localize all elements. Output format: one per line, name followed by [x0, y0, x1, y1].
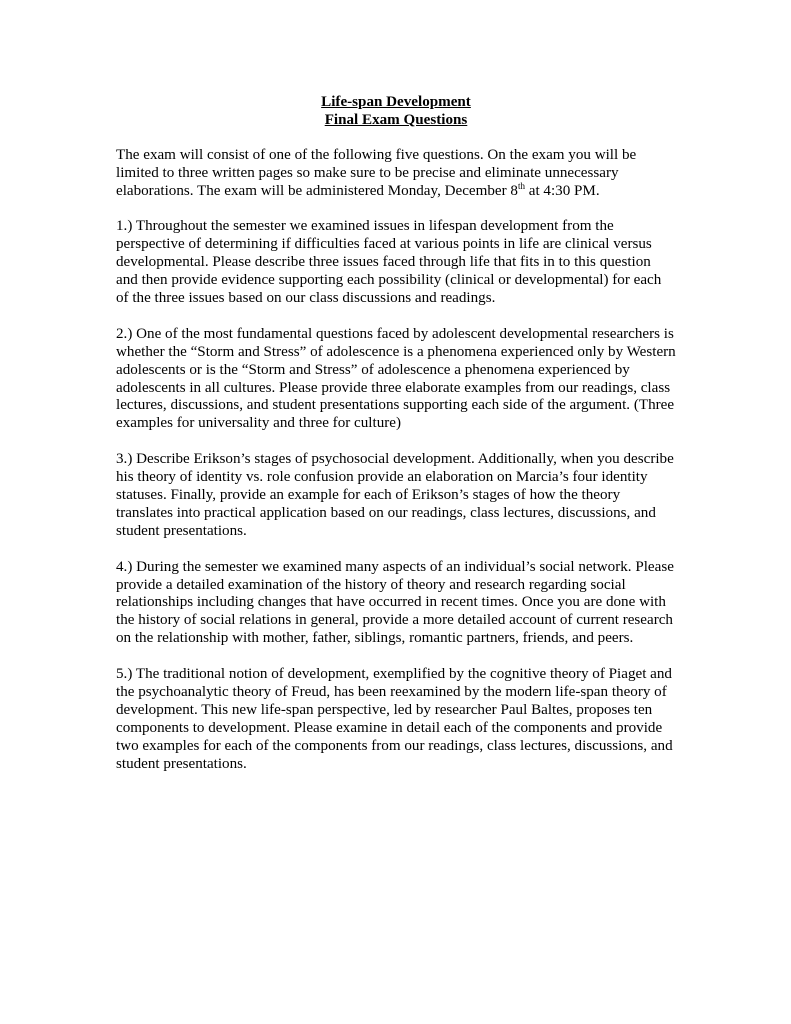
question-4: 4.) During the semester we examined many aspects of an individual’s social network. Please provide a detailed examination of the history of theory and research regarding social relationships including changes that have occurred in recent times. Once you are done with the history of social relations in general, provide a more detailed account of current research on the relationship with mother, father, siblings, romantic partners, friends, and peers.	[116, 558, 674, 647]
intro-time-text: at 4:30 PM.	[524, 182, 600, 199]
question-5: 5.) The traditional notion of development, exemplified by the cognitive theory of Piaget and the psychoanalytic theory of Freud, has been reexamined by the modern life-span theory of development. This new life-span perspective, led by researcher Paul Baltes, proposes ten components to development. Please examine in detail each of the components and provide two examples for each of the components from our readings, class lectures, discussions, and student presentations.	[116, 666, 673, 772]
document-body	[116, 94, 676, 791]
document-title: Life-span Development	[321, 94, 471, 110]
question-1: 1.) Throughout the semester we examined issues in lifespan development from the perspective of determining if difficulties faced at various points in life are clinical versus developmental. Please describe three issues faced through life that fits in to this question and then provide evidence supporting each possibility (clinical or developmental) for each of the three issues based on our class discussions and readings.	[116, 218, 662, 307]
title-block	[116, 94, 676, 130]
question-3: 3.) Describe Erikson’s stages of psychosocial development. Additionally, when you describe his theory of identity vs. role confusion provide an elaboration on Marcia’s four identity statuses. Finally, provide an example for each of Erikson’s stages of how the theory translates into practical application based on our readings, class lectures, discussions, and student presentations.	[116, 451, 674, 539]
intro-paragraph	[116, 147, 676, 201]
intro-text: The exam will consist of one of the following five questions. On the exam you will be limited to three written pages so make sure to be precise and eliminate unnecessary elaborations. The exam will be administered Monday, December 8	[116, 146, 637, 199]
intro-date-suffix: th	[517, 180, 525, 191]
question-2: 2.) One of the most fundamental questions faced by adolescent developmental researchers is whether the “Storm and Stress” of adolescence is a phenomena experienced only by Western adolescents or is the “Storm and Stress” of adolescence a phenomena experienced by adolescents in all cultures. Please provide three elaborate examples from our readings, class lectures, discussions, and student presentations supporting each side of the argument. (Three examples for universality and three for culture)	[116, 325, 676, 432]
document-subtitle: Final Exam Questions	[324, 111, 468, 128]
